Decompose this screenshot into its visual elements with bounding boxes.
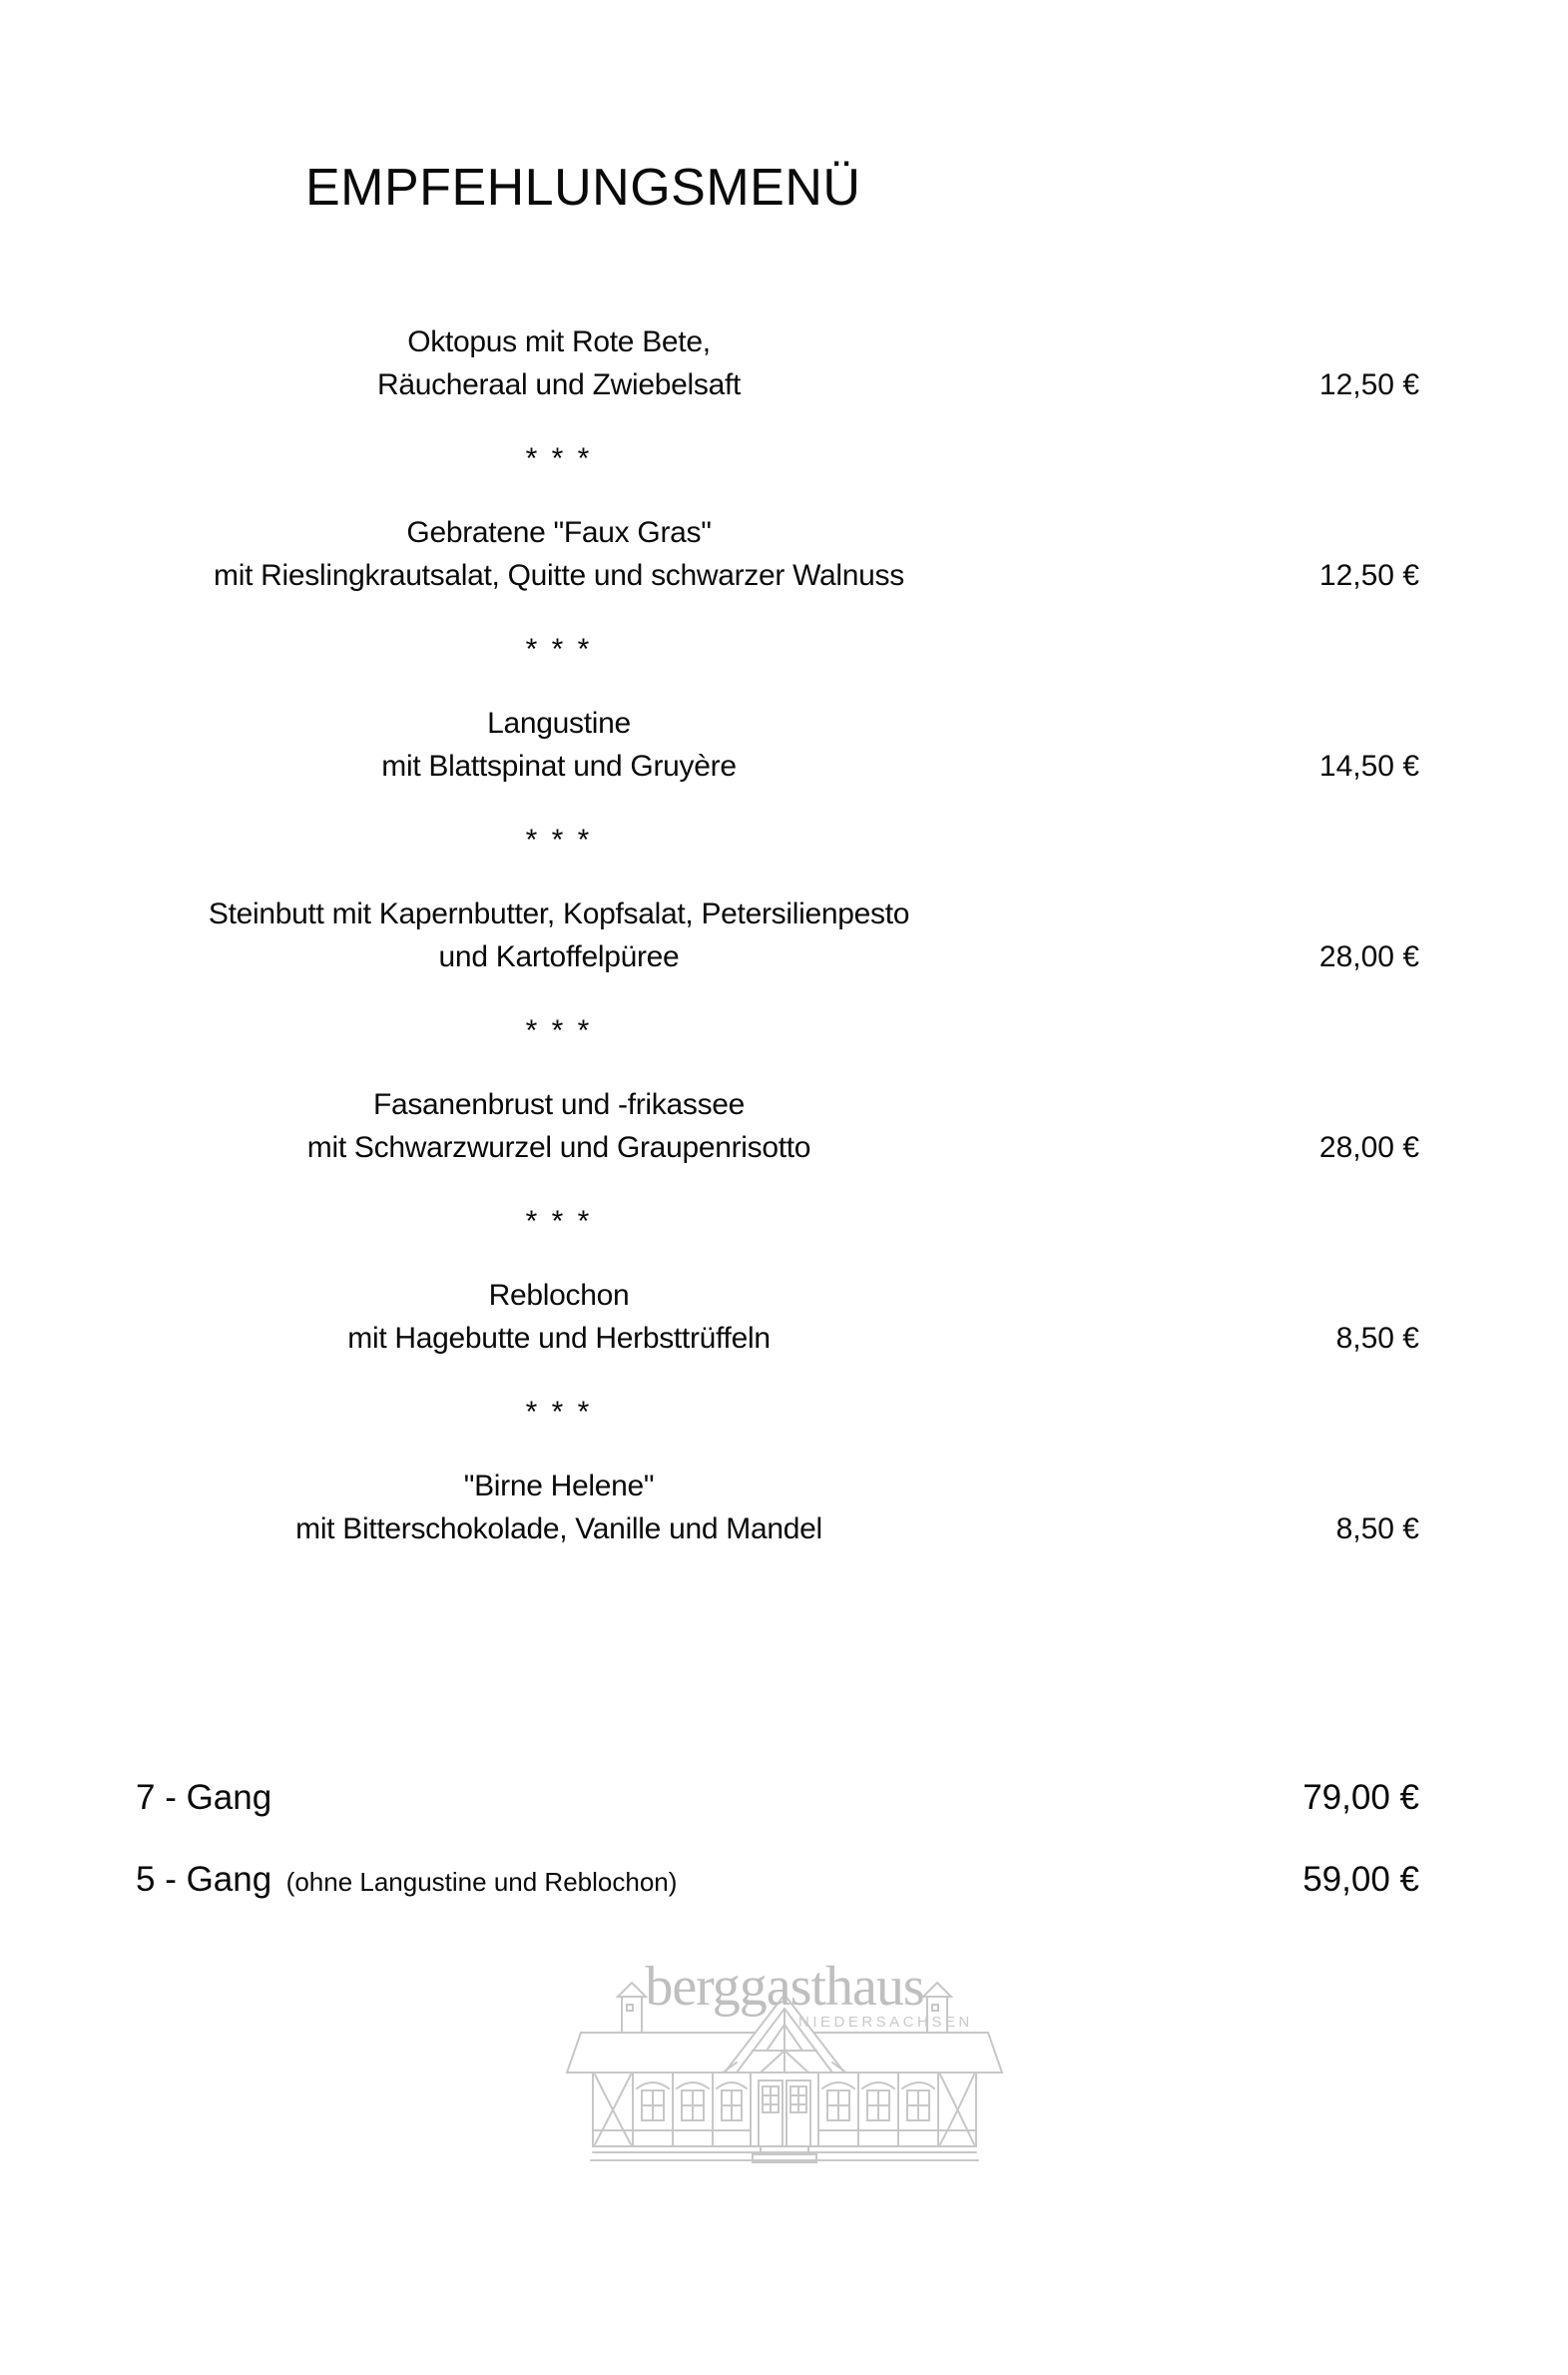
dish-line2: mit Rieslingkrautsalat, Quitte und schwarzer Walnuss: [214, 559, 904, 592]
option-label: 7 - Gang: [136, 1778, 272, 1817]
course-separator: * * *: [525, 633, 593, 666]
dish-line2: mit Schwarzwurzel und Graupenrisotto: [306, 1131, 811, 1164]
dish-price: 28,00 €: [1318, 940, 1419, 973]
dish-price: 8,50 €: [1335, 1322, 1419, 1355]
option-left: [136, 1860, 677, 1900]
menu-item: [0, 320, 1568, 406]
logo-wordmark: berggasthaus: [644, 1956, 924, 2018]
option-price: 59,00 €: [1303, 1860, 1419, 1899]
dish-line2: Räucheraal und Zwiebelsaft: [376, 368, 742, 401]
menu-item: [0, 1465, 1568, 1550]
dish-name: [150, 1465, 968, 1550]
dish-line1: Oktopus mit Rote Bete,: [407, 325, 711, 358]
course-separator: * * *: [525, 442, 593, 475]
dish-line1: Steinbutt mit Kapernbutter, Kopfsalat, Petersilienpesto: [208, 897, 910, 930]
course-separator: * * *: [525, 1205, 593, 1238]
dish-name: [150, 702, 968, 788]
course-separator: * * *: [525, 824, 593, 857]
logo-region-label: NIEDERSACHSEN: [797, 2014, 973, 2031]
dish-price: 8,50 €: [1335, 1512, 1419, 1545]
menu-summary: [0, 1778, 1568, 1900]
dish-line2: mit Bitterschokolade, Vanille und Mandel: [295, 1512, 822, 1545]
dish-name: [150, 1274, 968, 1360]
dish-line1: Gebratene "Faux Gras": [406, 516, 712, 549]
dish-price: 28,00 €: [1318, 1131, 1419, 1164]
dish-line1: "Birne Helene": [463, 1470, 655, 1502]
dish-name: [150, 320, 968, 406]
dish-line1: Langustine: [487, 707, 631, 740]
dish-name: [150, 892, 968, 978]
menu-item: [0, 702, 1568, 788]
menu-option: [0, 1778, 1568, 1818]
course-separator: * * *: [525, 1396, 593, 1429]
menu-item: [0, 892, 1568, 978]
berggasthaus-house-icon: [565, 1955, 1004, 2169]
dish-name: [150, 511, 968, 597]
dish-price: 12,50 €: [1318, 368, 1419, 401]
dish-line1: Fasanenbrust und -frikassee: [372, 1088, 746, 1121]
option-price: 79,00 €: [1303, 1778, 1419, 1817]
dish-line2: mit Blattspinat und Gruyère: [381, 750, 737, 783]
dish-name: [150, 1083, 968, 1169]
menu-item: [0, 1083, 1568, 1169]
dish-price: 14,50 €: [1318, 750, 1419, 783]
menu-list: [0, 320, 1568, 1550]
dish-line2: und Kartoffelpüree: [438, 940, 680, 973]
option-note: (ohne Langustine und Reblochon): [285, 1867, 678, 1897]
dish-line2: mit Hagebutte und Herbsttrüffeln: [347, 1322, 771, 1355]
course-separator: * * *: [525, 1014, 593, 1047]
restaurant-logo: [565, 1955, 1004, 2169]
option-label: 5 - Gang: [136, 1860, 272, 1899]
option-left: [136, 1778, 281, 1818]
menu-option: [0, 1860, 1568, 1900]
page-title: EMPFEHLUNGSMENÜ: [305, 159, 861, 217]
dish-price: 12,50 €: [1318, 559, 1419, 592]
menu-item: [0, 511, 1568, 597]
dish-line1: Reblochon: [488, 1279, 630, 1312]
menu-item: [0, 1274, 1568, 1360]
